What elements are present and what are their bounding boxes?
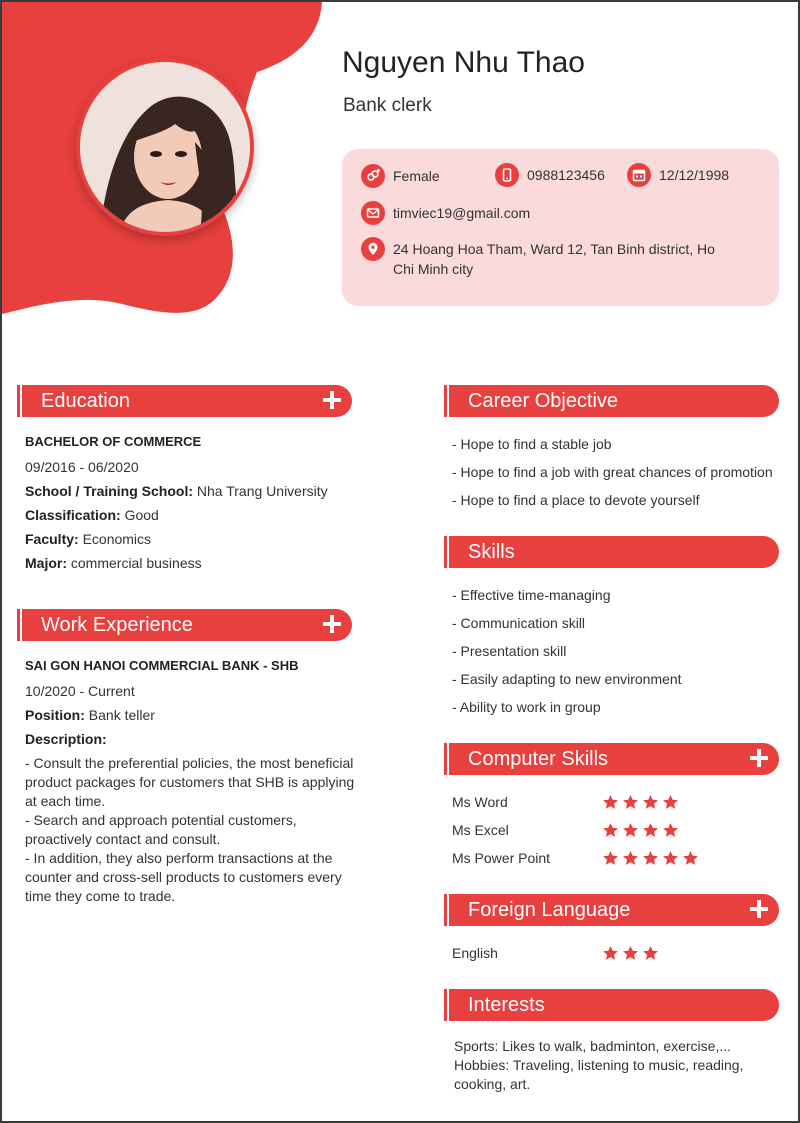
skills-heading: Skills <box>468 540 515 563</box>
list-item: - Hope to find a stable job <box>452 436 612 452</box>
star-icon <box>642 850 659 867</box>
list-item: - Communication skill <box>452 615 586 631</box>
dob-item <box>627 163 729 187</box>
school-label: School / Training School: <box>25 483 194 499</box>
star-icon <box>622 850 639 867</box>
star-icon <box>602 945 619 962</box>
position-value: Bank teller <box>88 707 155 723</box>
gender-value: Female <box>393 168 440 184</box>
classification-value: Good <box>124 507 159 523</box>
plus-icon[interactable] <box>750 749 768 767</box>
work-description: - Consult the preferential policies, the most beneficial product packages for customers that SHB is applying at each time. - Search and approach potential customers, proactively contact and consult. - In addition, they also perform transactions at the counter and cross-sell products to customers every time they come to trade. <box>25 755 355 904</box>
classification-label: Classification: <box>25 507 121 523</box>
major-label: Major: <box>25 555 67 571</box>
star-icon <box>662 794 679 811</box>
phone-icon <box>495 163 519 187</box>
description-label: Description: <box>25 731 107 747</box>
star-icon <box>662 822 679 839</box>
star-icon <box>622 945 639 962</box>
computer-skill-name: Ms Power Point <box>452 850 551 866</box>
location-pin-icon <box>361 237 385 261</box>
profile-photo <box>80 62 250 232</box>
list-item: - Presentation skill <box>452 643 567 659</box>
star-icon <box>602 850 619 867</box>
language-heading: Foreign Language <box>468 898 631 921</box>
computer-skill-name: Ms Word <box>452 794 508 810</box>
star-icon <box>642 794 659 811</box>
star-icon <box>602 822 619 839</box>
list-item: - Ability to work in group <box>452 699 601 715</box>
career-heading: Career Objective <box>468 389 619 412</box>
work-position-row <box>25 706 155 725</box>
education-period: 09/2016 - 06/2020 <box>25 459 139 475</box>
work-company: SAI GON HANOI COMMERCIAL BANK - SHB <box>25 658 299 673</box>
list-item: - Effective time-managing <box>452 587 611 603</box>
calendar-icon <box>627 163 651 187</box>
foreign-language-header <box>449 894 779 926</box>
education-degree: BACHELOR OF COMMERCE <box>25 434 202 449</box>
phone-item <box>495 163 605 187</box>
education-heading: Education <box>41 389 130 412</box>
gender-icon <box>361 164 385 188</box>
work-experience-header <box>22 609 352 641</box>
interests-header <box>449 989 779 1021</box>
star-icon <box>602 794 619 811</box>
education-classification-row <box>25 506 159 525</box>
list-item: - Easily adapting to new environment <box>452 671 682 687</box>
work-heading: Work Experience <box>41 613 193 636</box>
email-value: timviec19@gmail.com <box>393 205 531 221</box>
candidate-title: Bank clerk <box>343 95 432 116</box>
rating-stars <box>602 794 679 811</box>
rating-stars <box>602 850 699 867</box>
candidate-name: Nguyen Nhu Thao <box>342 46 585 79</box>
education-faculty-row <box>25 530 151 549</box>
star-icon <box>622 794 639 811</box>
position-label: Position: <box>25 707 85 723</box>
rating-stars <box>602 945 659 962</box>
avatar <box>76 58 254 236</box>
star-icon <box>642 945 659 962</box>
address-value: 24 Hoang Hoa Tham, Ward 12, Tan Binh district, Ho Chi Minh city <box>393 241 715 277</box>
email-item <box>361 201 530 225</box>
computer-skill-name: Ms Excel <box>452 822 509 838</box>
dob-value: 12/12/1998 <box>659 167 730 183</box>
plus-icon[interactable] <box>323 391 341 409</box>
list-item: - Hope to find a job with great chances of promotion <box>452 464 773 480</box>
school-value: Nha Trang University <box>196 483 328 499</box>
gender-item <box>361 164 440 188</box>
star-icon <box>642 822 659 839</box>
plus-icon[interactable] <box>323 615 341 633</box>
skills-header <box>449 536 779 568</box>
faculty-value: Economics <box>82 531 152 547</box>
phone-value: 0988123456 <box>527 167 605 183</box>
work-period: 10/2020 - Current <box>25 683 135 699</box>
major-value: commercial business <box>70 555 202 571</box>
education-major-row <box>25 554 202 573</box>
star-icon <box>682 850 699 867</box>
computer-heading: Computer Skills <box>468 747 609 770</box>
plus-icon[interactable] <box>750 900 768 918</box>
interests-text: Sports: Likes to walk, badminton, exercise,... Hobbies: Traveling, listening to music, reading, cooking, art. <box>454 1038 744 1092</box>
career-objective-header <box>449 385 779 417</box>
language-name: English <box>452 945 498 961</box>
education-header <box>22 385 352 417</box>
rating-stars <box>602 822 679 839</box>
computer-skills-header <box>449 743 779 775</box>
list-item: - Hope to find a place to devote yourself <box>452 492 700 508</box>
education-school-row <box>25 482 328 501</box>
interests-heading: Interests <box>468 993 545 1016</box>
faculty-label: Faculty: <box>25 531 79 547</box>
contact-info-box <box>342 149 779 306</box>
star-icon <box>622 822 639 839</box>
address-item <box>361 237 721 279</box>
email-icon <box>361 201 385 225</box>
star-icon <box>662 850 679 867</box>
